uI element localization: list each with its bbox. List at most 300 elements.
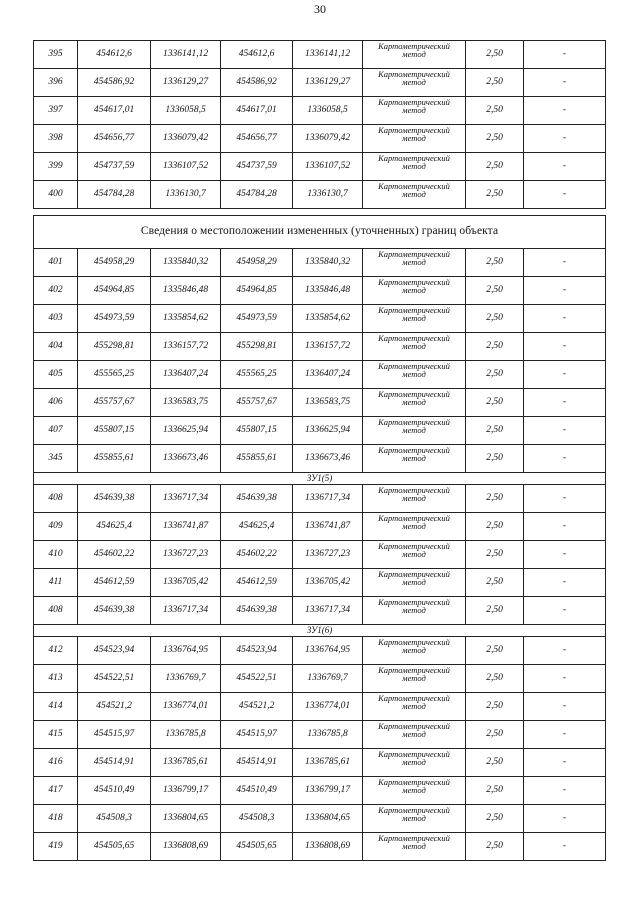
point-number: 403 [34, 305, 78, 333]
y-existing: 1336785,61 [151, 749, 221, 777]
table-row [34, 389, 606, 417]
x-existing: 454958,29 [78, 249, 151, 277]
method-line2: метод [402, 132, 426, 143]
y-existing: 1335854,62 [151, 305, 221, 333]
note: - [524, 153, 606, 181]
y-new: 1336764,95 [293, 637, 363, 665]
table-bottom-body [34, 216, 606, 861]
x-new: 454639,38 [221, 597, 293, 625]
accuracy: 2,50 [466, 125, 524, 153]
x-existing: 454639,38 [78, 485, 151, 513]
table-row [34, 665, 606, 693]
accuracy: 2,50 [466, 153, 524, 181]
point-number: 405 [34, 361, 78, 389]
note: - [524, 485, 606, 513]
method-line1: Картометрический [378, 417, 450, 427]
x-new: 454510,49 [221, 777, 293, 805]
table-row [34, 277, 606, 305]
x-new: 454521,2 [221, 693, 293, 721]
method-line2: метод [402, 812, 426, 823]
method-line1: Картометрический [378, 181, 450, 191]
method-line1: Картометрический [378, 249, 450, 259]
method-line2: метод [402, 76, 426, 87]
note: - [524, 333, 606, 361]
method-line1: Картометрический [378, 485, 450, 495]
y-new: 1336141,12 [293, 41, 363, 69]
y-existing: 1336785,8 [151, 721, 221, 749]
x-new: 454639,38 [221, 485, 293, 513]
section-title: Сведения о местоположении измененных (уточненных) границ объекта [34, 216, 606, 249]
method-line2: метод [402, 756, 426, 767]
accuracy: 2,50 [466, 541, 524, 569]
method-line1: Картометрический [378, 277, 450, 287]
accuracy: 2,50 [466, 485, 524, 513]
accuracy: 2,50 [466, 693, 524, 721]
point-number: 414 [34, 693, 78, 721]
x-new: 454522,51 [221, 665, 293, 693]
y-new: 1335840,32 [293, 249, 363, 277]
method-line1: Картометрический [378, 333, 450, 343]
accuracy: 2,50 [466, 777, 524, 805]
x-new: 454737,59 [221, 153, 293, 181]
accuracy: 2,50 [466, 513, 524, 541]
y-existing: 1336407,24 [151, 361, 221, 389]
accuracy: 2,50 [466, 361, 524, 389]
method-line1: Картометрический [378, 153, 450, 163]
note: - [524, 805, 606, 833]
accuracy: 2,50 [466, 749, 524, 777]
x-existing: 455855,61 [78, 445, 151, 473]
accuracy: 2,50 [466, 665, 524, 693]
method-line2: метод [402, 728, 426, 739]
x-existing: 454639,38 [78, 597, 151, 625]
x-new: 454784,28 [221, 181, 293, 209]
method-line1: Картометрический [378, 361, 450, 371]
accuracy: 2,50 [466, 97, 524, 125]
table-row [34, 417, 606, 445]
y-new: 1336157,72 [293, 333, 363, 361]
method-line2: метод [402, 424, 426, 435]
point-number: 410 [34, 541, 78, 569]
method-line2: метод [402, 284, 426, 295]
y-existing: 1336058,5 [151, 97, 221, 125]
point-number: 407 [34, 417, 78, 445]
method-cell [363, 637, 466, 665]
x-new: 454973,59 [221, 305, 293, 333]
method-line1: Картометрический [378, 805, 450, 815]
method-cell [363, 305, 466, 333]
note: - [524, 41, 606, 69]
y-new: 1335846,48 [293, 277, 363, 305]
accuracy: 2,50 [466, 597, 524, 625]
x-new: 454656,77 [221, 125, 293, 153]
point-number: 396 [34, 69, 78, 97]
method-cell [363, 333, 466, 361]
x-new: 454514,91 [221, 749, 293, 777]
method-line2: метод [402, 576, 426, 587]
method-line1: Картометрический [378, 389, 450, 399]
x-existing: 454505,65 [78, 833, 151, 861]
table-row [34, 721, 606, 749]
y-existing: 1336774,01 [151, 693, 221, 721]
method-line2: метод [402, 672, 426, 683]
method-line2: метод [402, 256, 426, 267]
y-new: 1336625,94 [293, 417, 363, 445]
y-new: 1336717,34 [293, 597, 363, 625]
method-cell [363, 805, 466, 833]
point-number: 398 [34, 125, 78, 153]
point-number: 411 [34, 569, 78, 597]
table-row [34, 153, 606, 181]
x-existing: 454612,59 [78, 569, 151, 597]
group-label: ЗУ1(5) [34, 473, 606, 485]
method-line1: Картометрический [378, 41, 450, 51]
y-new: 1336130,7 [293, 181, 363, 209]
y-existing: 1336808,69 [151, 833, 221, 861]
x-existing: 454515,97 [78, 721, 151, 749]
y-existing: 1336107,52 [151, 153, 221, 181]
y-new: 1336107,52 [293, 153, 363, 181]
method-line2: метод [402, 784, 426, 795]
y-existing: 1336727,23 [151, 541, 221, 569]
note: - [524, 389, 606, 417]
method-line1: Картометрический [378, 69, 450, 79]
table-row [34, 305, 606, 333]
method-line1: Картометрический [378, 513, 450, 523]
x-existing: 454973,59 [78, 305, 151, 333]
table-row [34, 749, 606, 777]
accuracy: 2,50 [466, 389, 524, 417]
method-line1: Картометрический [378, 693, 450, 703]
y-existing: 1335846,48 [151, 277, 221, 305]
method-cell [363, 749, 466, 777]
x-new: 454505,65 [221, 833, 293, 861]
point-number: 402 [34, 277, 78, 305]
table-row [34, 833, 606, 861]
y-existing: 1336130,7 [151, 181, 221, 209]
note: - [524, 777, 606, 805]
table-top-body [34, 41, 606, 209]
method-line2: метод [402, 368, 426, 379]
method-line2: метод [402, 48, 426, 59]
point-number: 397 [34, 97, 78, 125]
method-line2: метод [402, 340, 426, 351]
y-existing: 1336141,12 [151, 41, 221, 69]
x-existing: 454656,77 [78, 125, 151, 153]
accuracy: 2,50 [466, 181, 524, 209]
x-existing: 454625,4 [78, 513, 151, 541]
note: - [524, 249, 606, 277]
x-existing: 454514,91 [78, 749, 151, 777]
note: - [524, 721, 606, 749]
y-new: 1336741,87 [293, 513, 363, 541]
method-cell [363, 777, 466, 805]
accuracy: 2,50 [466, 249, 524, 277]
x-new: 454612,6 [221, 41, 293, 69]
y-new: 1336808,69 [293, 833, 363, 861]
note: - [524, 97, 606, 125]
method-line2: метод [402, 396, 426, 407]
x-new: 454602,22 [221, 541, 293, 569]
y-new: 1336583,75 [293, 389, 363, 417]
method-cell [363, 153, 466, 181]
method-line1: Картометрический [378, 445, 450, 455]
y-existing: 1335840,32 [151, 249, 221, 277]
table-row [34, 485, 606, 513]
y-new: 1336058,5 [293, 97, 363, 125]
point-number: 345 [34, 445, 78, 473]
method-cell [363, 597, 466, 625]
section-title-row [34, 216, 606, 249]
note: - [524, 305, 606, 333]
method-cell [363, 569, 466, 597]
point-number: 400 [34, 181, 78, 209]
y-new: 1336129,27 [293, 69, 363, 97]
note: - [524, 637, 606, 665]
y-new: 1336774,01 [293, 693, 363, 721]
y-existing: 1336717,34 [151, 485, 221, 513]
x-new: 455565,25 [221, 361, 293, 389]
method-line1: Картометрический [378, 569, 450, 579]
method-line2: метод [402, 188, 426, 199]
y-existing: 1336717,34 [151, 597, 221, 625]
method-line2: метод [402, 520, 426, 531]
table-row [34, 541, 606, 569]
x-existing: 454521,2 [78, 693, 151, 721]
method-cell [363, 665, 466, 693]
y-new: 1336769,7 [293, 665, 363, 693]
x-existing: 454737,59 [78, 153, 151, 181]
x-existing: 454612,6 [78, 41, 151, 69]
page-number: 30 [314, 2, 326, 16]
method-cell [363, 445, 466, 473]
table-row [34, 445, 606, 473]
x-existing: 455565,25 [78, 361, 151, 389]
table-row [34, 181, 606, 209]
table-row [34, 41, 606, 69]
point-number: 395 [34, 41, 78, 69]
x-existing: 454784,28 [78, 181, 151, 209]
note: - [524, 541, 606, 569]
y-existing: 1336705,42 [151, 569, 221, 597]
accuracy: 2,50 [466, 805, 524, 833]
point-number: 399 [34, 153, 78, 181]
method-cell [363, 417, 466, 445]
method-line1: Картометрический [378, 125, 450, 135]
y-new: 1336673,46 [293, 445, 363, 473]
method-cell [363, 97, 466, 125]
x-existing: 455807,15 [78, 417, 151, 445]
x-new: 454515,97 [221, 721, 293, 749]
y-existing: 1336804,65 [151, 805, 221, 833]
method-cell [363, 361, 466, 389]
point-number: 408 [34, 597, 78, 625]
point-number: 416 [34, 749, 78, 777]
accuracy: 2,50 [466, 445, 524, 473]
point-number: 401 [34, 249, 78, 277]
group-label: ЗУ1(6) [34, 625, 606, 637]
x-new: 455757,67 [221, 389, 293, 417]
method-line1: Картометрический [378, 97, 450, 107]
point-number: 404 [34, 333, 78, 361]
x-new: 455855,61 [221, 445, 293, 473]
table-row [34, 597, 606, 625]
method-line1: Картометрический [378, 749, 450, 759]
method-line2: метод [402, 492, 426, 503]
y-existing: 1336079,42 [151, 125, 221, 153]
table-row [34, 361, 606, 389]
method-cell [363, 181, 466, 209]
method-cell [363, 41, 466, 69]
point-number: 406 [34, 389, 78, 417]
y-new: 1336785,61 [293, 749, 363, 777]
table-row [34, 693, 606, 721]
y-new: 1336705,42 [293, 569, 363, 597]
accuracy: 2,50 [466, 417, 524, 445]
y-existing: 1336625,94 [151, 417, 221, 445]
method-cell [363, 721, 466, 749]
method-line1: Картометрический [378, 833, 450, 843]
note: - [524, 693, 606, 721]
group-label-row [34, 473, 606, 485]
method-line2: метод [402, 604, 426, 615]
table-row [34, 777, 606, 805]
x-existing: 455298,81 [78, 333, 151, 361]
accuracy: 2,50 [466, 277, 524, 305]
y-existing: 1336157,72 [151, 333, 221, 361]
method-line1: Картометрический [378, 305, 450, 315]
note: - [524, 361, 606, 389]
method-cell [363, 513, 466, 541]
method-line2: метод [402, 644, 426, 655]
x-new: 454508,3 [221, 805, 293, 833]
point-number: 409 [34, 513, 78, 541]
y-new: 1336079,42 [293, 125, 363, 153]
table-row [34, 69, 606, 97]
x-existing: 454523,94 [78, 637, 151, 665]
accuracy: 2,50 [466, 569, 524, 597]
y-new: 1336717,34 [293, 485, 363, 513]
method-cell [363, 541, 466, 569]
x-existing: 454964,85 [78, 277, 151, 305]
method-line1: Картометрический [378, 777, 450, 787]
y-existing: 1336129,27 [151, 69, 221, 97]
x-new: 455807,15 [221, 417, 293, 445]
x-new: 454958,29 [221, 249, 293, 277]
x-existing: 454617,01 [78, 97, 151, 125]
table-row [34, 97, 606, 125]
y-new: 1336407,24 [293, 361, 363, 389]
x-existing: 454510,49 [78, 777, 151, 805]
method-cell [363, 125, 466, 153]
y-existing: 1336673,46 [151, 445, 221, 473]
note: - [524, 277, 606, 305]
y-new: 1335854,62 [293, 305, 363, 333]
method-cell [363, 277, 466, 305]
method-line2: метод [402, 452, 426, 463]
method-cell [363, 249, 466, 277]
method-cell [363, 833, 466, 861]
x-existing: 454586,92 [78, 69, 151, 97]
note: - [524, 125, 606, 153]
table-row [34, 125, 606, 153]
point-number: 417 [34, 777, 78, 805]
note: - [524, 749, 606, 777]
point-number: 419 [34, 833, 78, 861]
note: - [524, 665, 606, 693]
method-cell [363, 485, 466, 513]
y-new: 1336804,65 [293, 805, 363, 833]
y-existing: 1336764,95 [151, 637, 221, 665]
x-new: 454523,94 [221, 637, 293, 665]
table-row [34, 569, 606, 597]
point-number: 418 [34, 805, 78, 833]
x-new: 454586,92 [221, 69, 293, 97]
method-line2: метод [402, 840, 426, 851]
note: - [524, 833, 606, 861]
y-existing: 1336799,17 [151, 777, 221, 805]
note: - [524, 513, 606, 541]
accuracy: 2,50 [466, 69, 524, 97]
accuracy: 2,50 [466, 333, 524, 361]
coordinates-table-bottom [33, 215, 606, 861]
accuracy: 2,50 [466, 833, 524, 861]
point-number: 408 [34, 485, 78, 513]
table-row [34, 637, 606, 665]
x-existing: 454602,22 [78, 541, 151, 569]
coordinates-table-top [33, 40, 606, 209]
x-new: 455298,81 [221, 333, 293, 361]
note: - [524, 445, 606, 473]
table-row [34, 333, 606, 361]
y-new: 1336799,17 [293, 777, 363, 805]
table-row [34, 249, 606, 277]
note: - [524, 181, 606, 209]
y-existing: 1336583,75 [151, 389, 221, 417]
y-existing: 1336769,7 [151, 665, 221, 693]
method-line2: метод [402, 700, 426, 711]
method-line2: метод [402, 312, 426, 323]
x-new: 454612,59 [221, 569, 293, 597]
accuracy: 2,50 [466, 41, 524, 69]
x-existing: 454508,3 [78, 805, 151, 833]
y-existing: 1336741,87 [151, 513, 221, 541]
accuracy: 2,50 [466, 305, 524, 333]
method-line1: Картометрический [378, 721, 450, 731]
method-line1: Картометрический [378, 637, 450, 647]
x-new: 454617,01 [221, 97, 293, 125]
method-line1: Картометрический [378, 665, 450, 675]
accuracy: 2,50 [466, 721, 524, 749]
point-number: 412 [34, 637, 78, 665]
note: - [524, 417, 606, 445]
table-row [34, 805, 606, 833]
group-label-row [34, 625, 606, 637]
method-line1: Картометрический [378, 597, 450, 607]
method-line2: метод [402, 160, 426, 171]
method-cell [363, 389, 466, 417]
x-new: 454625,4 [221, 513, 293, 541]
method-line1: Картометрический [378, 541, 450, 551]
x-new: 454964,85 [221, 277, 293, 305]
method-cell [363, 69, 466, 97]
table-row [34, 513, 606, 541]
x-existing: 454522,51 [78, 665, 151, 693]
method-line2: метод [402, 104, 426, 115]
x-existing: 455757,67 [78, 389, 151, 417]
y-new: 1336727,23 [293, 541, 363, 569]
point-number: 415 [34, 721, 78, 749]
